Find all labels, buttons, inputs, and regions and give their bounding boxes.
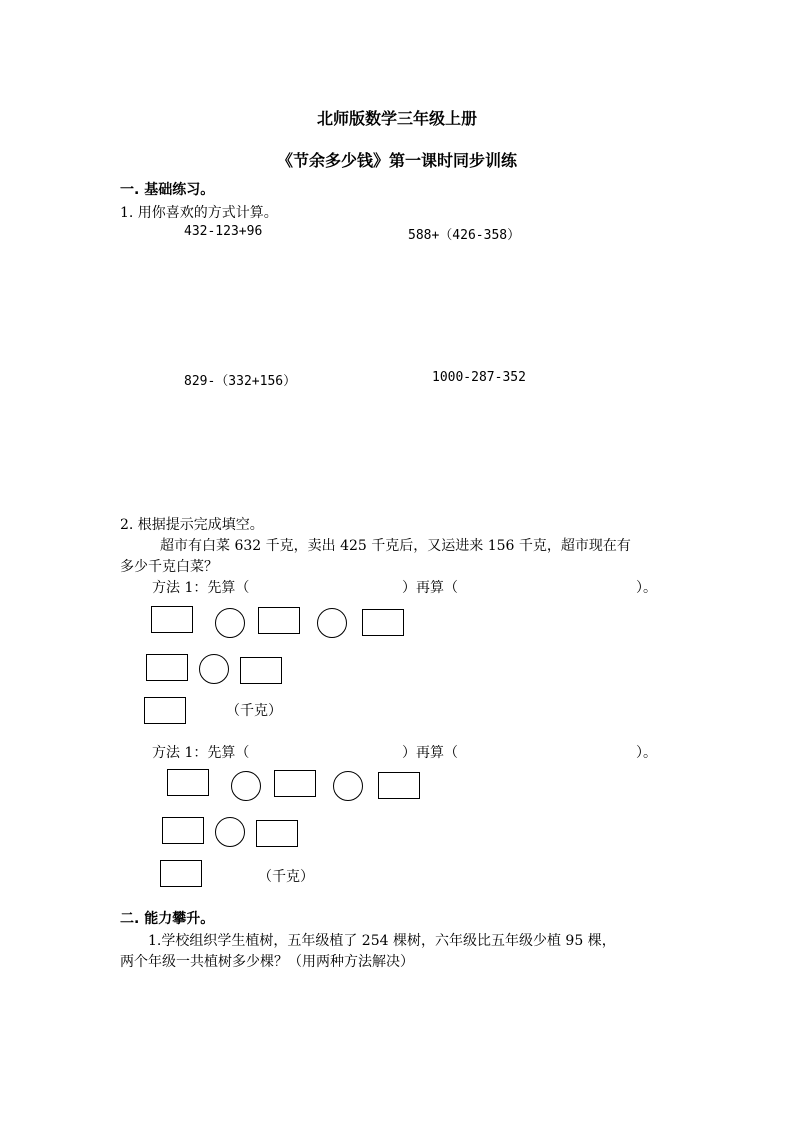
method-b-answer-box[interactable] [378, 772, 420, 799]
method-b-unit: （千克） [258, 869, 314, 885]
method-b-answer-box[interactable] [256, 820, 298, 847]
method-b-operator-circle[interactable] [231, 771, 261, 801]
method-a-operator-circle[interactable] [317, 608, 347, 638]
expression-3: 829-（332+156） [184, 374, 297, 389]
question-2-prompt: 2. 根据提示完成填空。 [120, 517, 264, 533]
method-a-answer-box[interactable] [258, 607, 300, 634]
method-a-unit: （千克） [226, 703, 282, 719]
method-a-result-box[interactable] [144, 697, 186, 724]
method-b-result-box[interactable] [160, 860, 202, 887]
method-b-operator-circle[interactable] [333, 771, 363, 801]
method-b-end-label: ）。 [636, 745, 657, 761]
document-subtitle: 《节余多少钱》第一课时同步训练 [276, 151, 517, 170]
expression-1: 432-123+96 [184, 224, 263, 239]
method-a-answer-box[interactable] [362, 609, 404, 636]
expression-2: 588+（426-358） [408, 228, 521, 243]
section-1-heading: 一. 基础练习。 [120, 182, 215, 198]
method-a-end-label: ）。 [636, 580, 657, 596]
method-a-answer-box[interactable] [146, 654, 188, 681]
method-a-then-label: ）再算（ [402, 580, 458, 596]
method-a-answer-box[interactable] [151, 606, 193, 633]
method-a-first-label: 方法 1：先算（ [152, 580, 250, 596]
method-b-answer-box[interactable] [274, 770, 316, 797]
document-title: 北师版数学三年级上册 [316, 109, 477, 128]
method-b-then-label: ）再算（ [402, 745, 458, 761]
section-2-question-1-line-1: 1.学校组织学生植树，五年级植了 254 棵树，六年级比五年级少植 95 棵， [148, 933, 616, 949]
question-2-story-line-1: 超市有白菜 632 千克，卖出 425 千克后，又运进来 156 千克，超市现在有 [160, 538, 631, 554]
section-2-question-1-line-2: 两个年级一共植树多少棵？（用两种方法解决） [120, 954, 414, 970]
method-a-operator-circle[interactable] [199, 654, 229, 684]
method-a-operator-circle[interactable] [215, 608, 245, 638]
method-b-answer-box[interactable] [167, 769, 209, 796]
method-b-operator-circle[interactable] [215, 817, 245, 847]
expression-4: 1000-287-352 [432, 370, 526, 385]
section-2-heading: 二. 能力攀升。 [120, 911, 215, 927]
question-1-prompt: 1. 用你喜欢的方式计算。 [120, 205, 278, 221]
question-2-story-line-2: 多少千克白菜？ [120, 559, 218, 575]
method-a-answer-box[interactable] [240, 657, 282, 684]
method-b-first-label: 方法 1：先算（ [152, 745, 250, 761]
method-b-answer-box[interactable] [162, 817, 204, 844]
